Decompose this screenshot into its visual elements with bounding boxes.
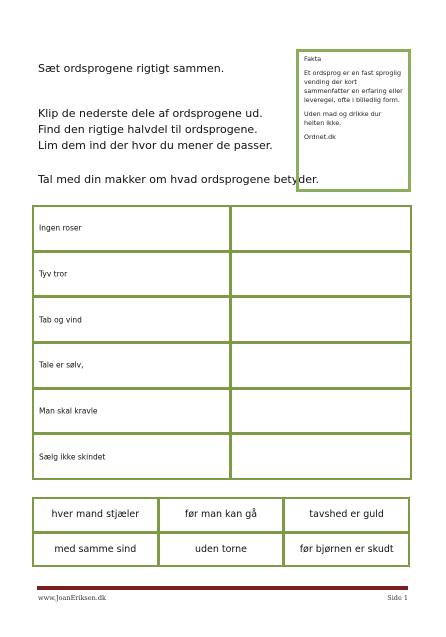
proverb-start-text: Man skal kravle: [39, 406, 98, 416]
fakta-heading: Fakta: [304, 55, 322, 63]
proverb-answer-cell: [232, 207, 410, 250]
proverb-answer-cell: [232, 390, 410, 433]
proverb-answer-cell: [232, 344, 410, 387]
cut-out-strips: [32, 497, 410, 567]
proverb-start-text: Tale er sølv,: [39, 360, 84, 370]
proverb-start-cell: [34, 435, 229, 478]
proverb-start-cell: [34, 298, 229, 341]
proverb-answer-cell: [232, 435, 410, 478]
cut-strip: tavshed er guld: [285, 499, 408, 531]
proverb-grid: [32, 205, 412, 480]
proverb-start-cell: [34, 207, 229, 250]
fakta-source: Ordnet.dk: [304, 133, 336, 141]
footer-divider: [37, 586, 408, 590]
proverb-start-cell: [34, 344, 229, 387]
instruction-step-find: Find den rigtige halvdel til ordsprogene.: [38, 123, 258, 136]
footer-page-number: Side 1: [387, 594, 408, 602]
cut-strip: med samme sind: [34, 534, 157, 566]
proverb-answer-cell: [232, 298, 410, 341]
proverb-answer-cell: [232, 253, 410, 296]
footer-website: www.JoanEriksen.dk: [38, 594, 106, 602]
fakta-box: [296, 49, 411, 192]
cut-strip: hver mand stjæler: [34, 499, 157, 531]
proverb-start-text: Ingen roser: [39, 223, 82, 233]
instruction-step-cut: Klip de nederste dele af ordsprogene ud.: [38, 107, 263, 120]
proverb-start-text: Tab og vind: [39, 315, 82, 325]
fakta-example: Uden mad og drikke dur helten ikke.: [304, 110, 382, 127]
instruction-step-glue: Lim dem ind der hvor du mener de passer.: [38, 139, 273, 152]
fakta-definition: Et ordsprog er en fast sproglig vending der kort sammenfatter en erfaring eller leveregel, ofte i billedlig form.: [304, 69, 403, 104]
proverb-start-cell: [34, 253, 229, 296]
cut-strip: uden torne: [160, 534, 283, 566]
cut-strip: før bjørnen er skudt: [285, 534, 408, 566]
proverb-start-cell: [34, 390, 229, 433]
cut-strip: før man kan gå: [160, 499, 283, 531]
instruction-title: Sæt ordsprogene rigtigt sammen.: [38, 62, 225, 75]
proverb-start-text: Tyv tror: [39, 269, 68, 279]
proverb-start-text: Sælg ikke skindet: [39, 452, 106, 462]
instruction-talk: Tal med din makker om hvad ordsprogene betyder.: [38, 173, 319, 186]
